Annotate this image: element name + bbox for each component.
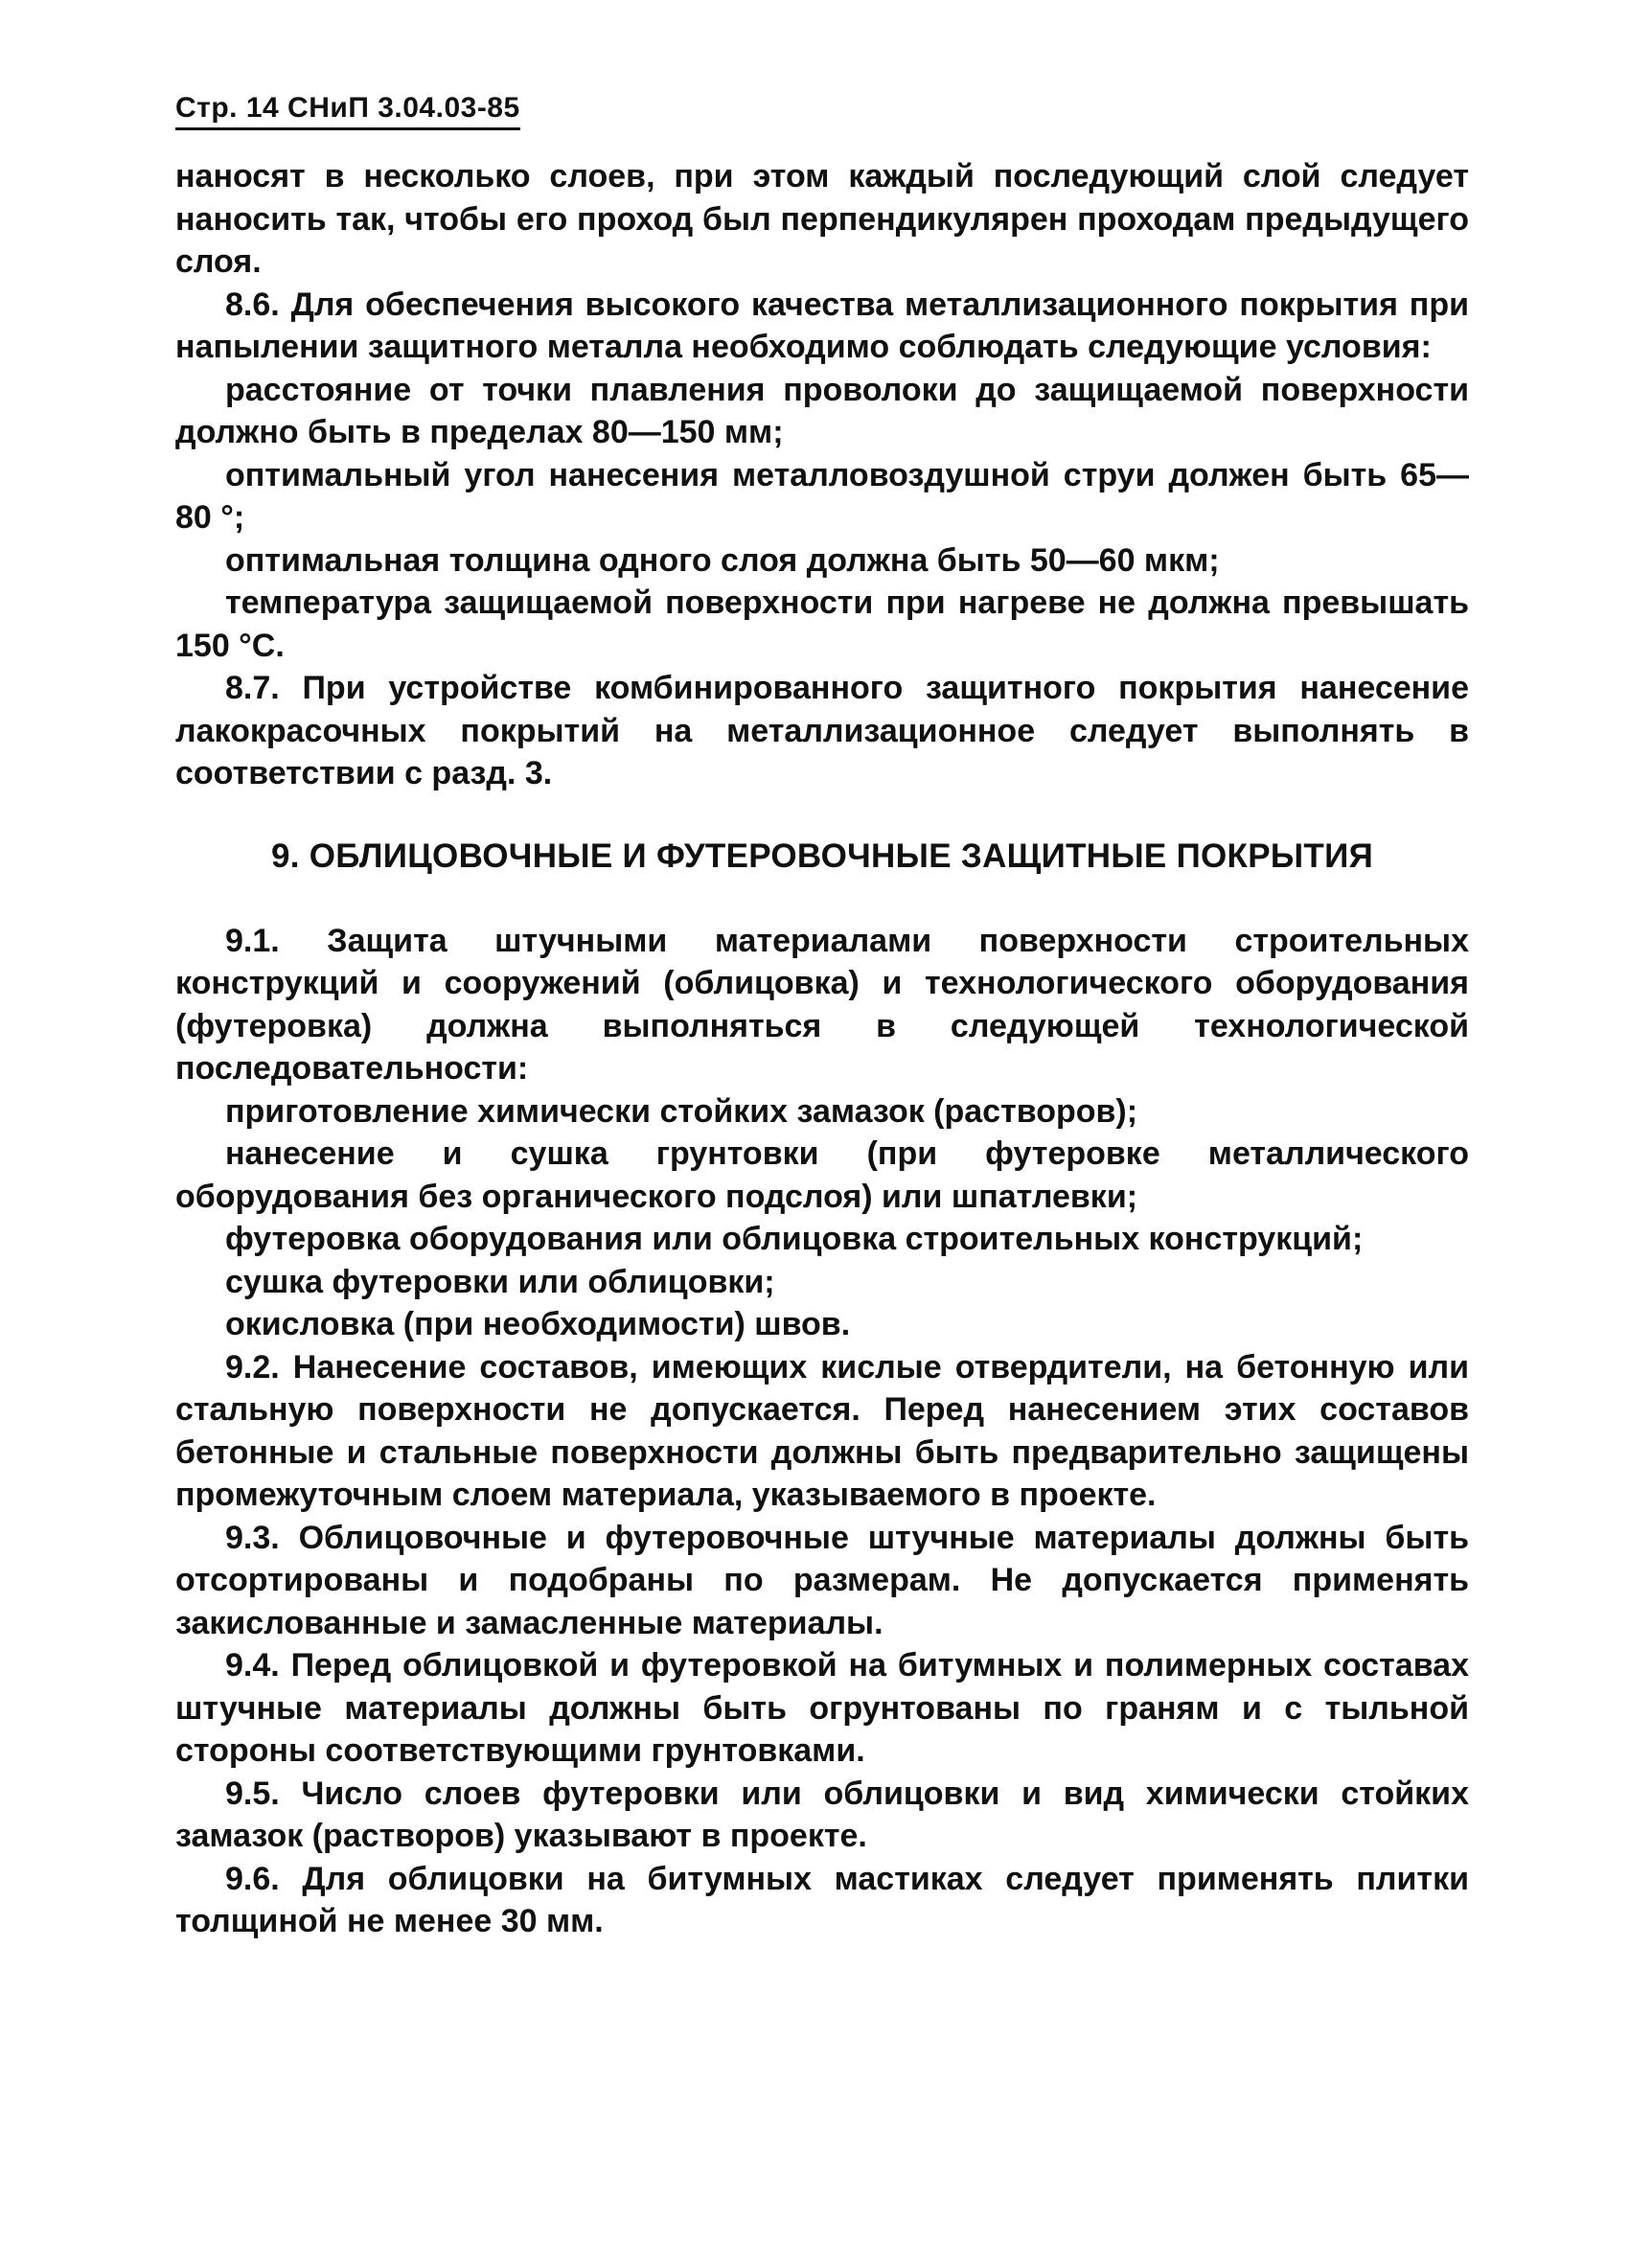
paragraph-number: 9.3. bbox=[225, 1519, 280, 1556]
paragraph-text: оптимальный угол нанесения металловоздушной струи должен быть 65—80 °; bbox=[175, 456, 1469, 536]
paragraph-text: сушка футеровки или облицовки; bbox=[225, 1263, 775, 1300]
paragraph-p-cont bbox=[175, 155, 1469, 284]
paragraph-p-8-6-c bbox=[175, 539, 1469, 583]
paragraph-p-9-1-d bbox=[175, 1261, 1469, 1304]
paragraph-text: Для облицовки на битумных мастиках следует применять плитки толщиной не менее 30 мм. bbox=[175, 1860, 1469, 1939]
paragraph-p-8-6-a bbox=[175, 369, 1469, 454]
paragraph-p-9-1 bbox=[175, 920, 1469, 1090]
paragraph-text: Защита штучными материалами поверхности строительных конструкций и сооружений (облицовка) и технологического оборудования (футеровка) должна выполняться в следующей технологической последовательности: bbox=[175, 922, 1469, 1087]
paragraph-p-9-5 bbox=[175, 1773, 1469, 1858]
document-page bbox=[175, 92, 1469, 1943]
paragraph-number: 9.1. bbox=[225, 922, 280, 959]
paragraph-p-8-6-d bbox=[175, 582, 1469, 667]
paragraph-p-9-1-a bbox=[175, 1090, 1469, 1134]
paragraph-text: расстояние от точки плавления проволоки до защищаемой поверхности должно быть в пределах 80—150 мм; bbox=[175, 371, 1469, 450]
paragraph-p-9-3 bbox=[175, 1517, 1469, 1645]
paragraph-text: нанесение и сушка грунтовки (при футеровке металлического оборудования без органического подслоя) или шпатлевки; bbox=[175, 1135, 1469, 1215]
paragraph-text: Число слоев футеровки или облицовки и вид химически стойких замазок (растворов) указывают в проекте. bbox=[175, 1775, 1469, 1854]
paragraph-text: окисловка (при необходимости) швов. bbox=[225, 1306, 851, 1342]
paragraph-text: температура защищаемой поверхности при нагреве не должна превышать 150 °С. bbox=[175, 584, 1469, 664]
paragraph-text: футеровка оборудования или облицовка строительных конструкций; bbox=[225, 1221, 1364, 1257]
paragraph-p-9-2 bbox=[175, 1346, 1469, 1517]
paragraph-p-9-1-b bbox=[175, 1133, 1469, 1218]
paragraph-text: Для обеспечения высокого качества металлизационного покрытия при напылении защитного металла необходимо соблюдать следующие условия: bbox=[175, 286, 1469, 365]
paragraph-number: 8.6. bbox=[225, 286, 280, 323]
paragraph-p-9-4 bbox=[175, 1644, 1469, 1773]
paragraph-number: 9.5. bbox=[225, 1775, 280, 1812]
paragraph-p-8-6-b bbox=[175, 454, 1469, 539]
section-9-body bbox=[175, 920, 1469, 1943]
section-heading: 9. ОБЛИЦОВОЧНЫЕ И ФУТЕРОВОЧНЫЕ ЗАЩИТНЫЕ ПОКРЫТИЯ bbox=[270, 836, 1374, 875]
paragraph-text: Облицовочные и футеровочные штучные материалы должны быть отсортированы и подобраны по размерам. Не допускается применять закислованные и замасленные материалы. bbox=[175, 1519, 1469, 1641]
paragraph-p-9-6 bbox=[175, 1858, 1469, 1943]
running-head: Стр. 14 СНиП 3.04.03-85 bbox=[175, 92, 520, 130]
paragraph-text: приготовление химически стойких замазок (растворов); bbox=[225, 1092, 1138, 1130]
paragraph-p-8-7 bbox=[175, 667, 1469, 795]
paragraph-p-8-6 bbox=[175, 284, 1469, 369]
paragraph-text: наносят в несколько слоев, при этом каждый последующий слой следует наносить так, чтобы его проход был перпендикулярен проходам предыдущего слоя. bbox=[175, 158, 1469, 280]
paragraph-text: Перед облицовкой и футеровкой на битумных и полимерных составах штучные материалы должны быть огрунтованы по граням и с тыльной стороны соответствующими грунтовками. bbox=[175, 1647, 1469, 1769]
section-8-continuation bbox=[175, 155, 1469, 795]
paragraph-p-9-1-c bbox=[175, 1218, 1469, 1261]
paragraph-number: 9.4. bbox=[225, 1647, 280, 1684]
paragraph-text: При устройстве комбинированного защитного покрытия нанесение лакокрасочных покрытий на металлизационное следует выполнять в соответствии с разд. 3. bbox=[175, 670, 1469, 791]
paragraph-number: 9.6. bbox=[225, 1860, 280, 1897]
paragraph-p-9-1-e bbox=[175, 1303, 1469, 1346]
paragraph-text: Нанесение составов, имеющих кислые отвердители, на бетонную или стальную поверхности не допускается. Перед нанесением этих составов бетонные и стальные поверхности должны быть предварительно защищены промежуточным слоем материала, указываемого в проекте. bbox=[175, 1348, 1469, 1513]
paragraph-text: оптимальная толщина одного слоя должна быть 50—60 мкм; bbox=[225, 541, 1220, 579]
paragraph-number: 8.7. bbox=[225, 670, 280, 706]
paragraph-number: 9.2. bbox=[225, 1348, 280, 1386]
